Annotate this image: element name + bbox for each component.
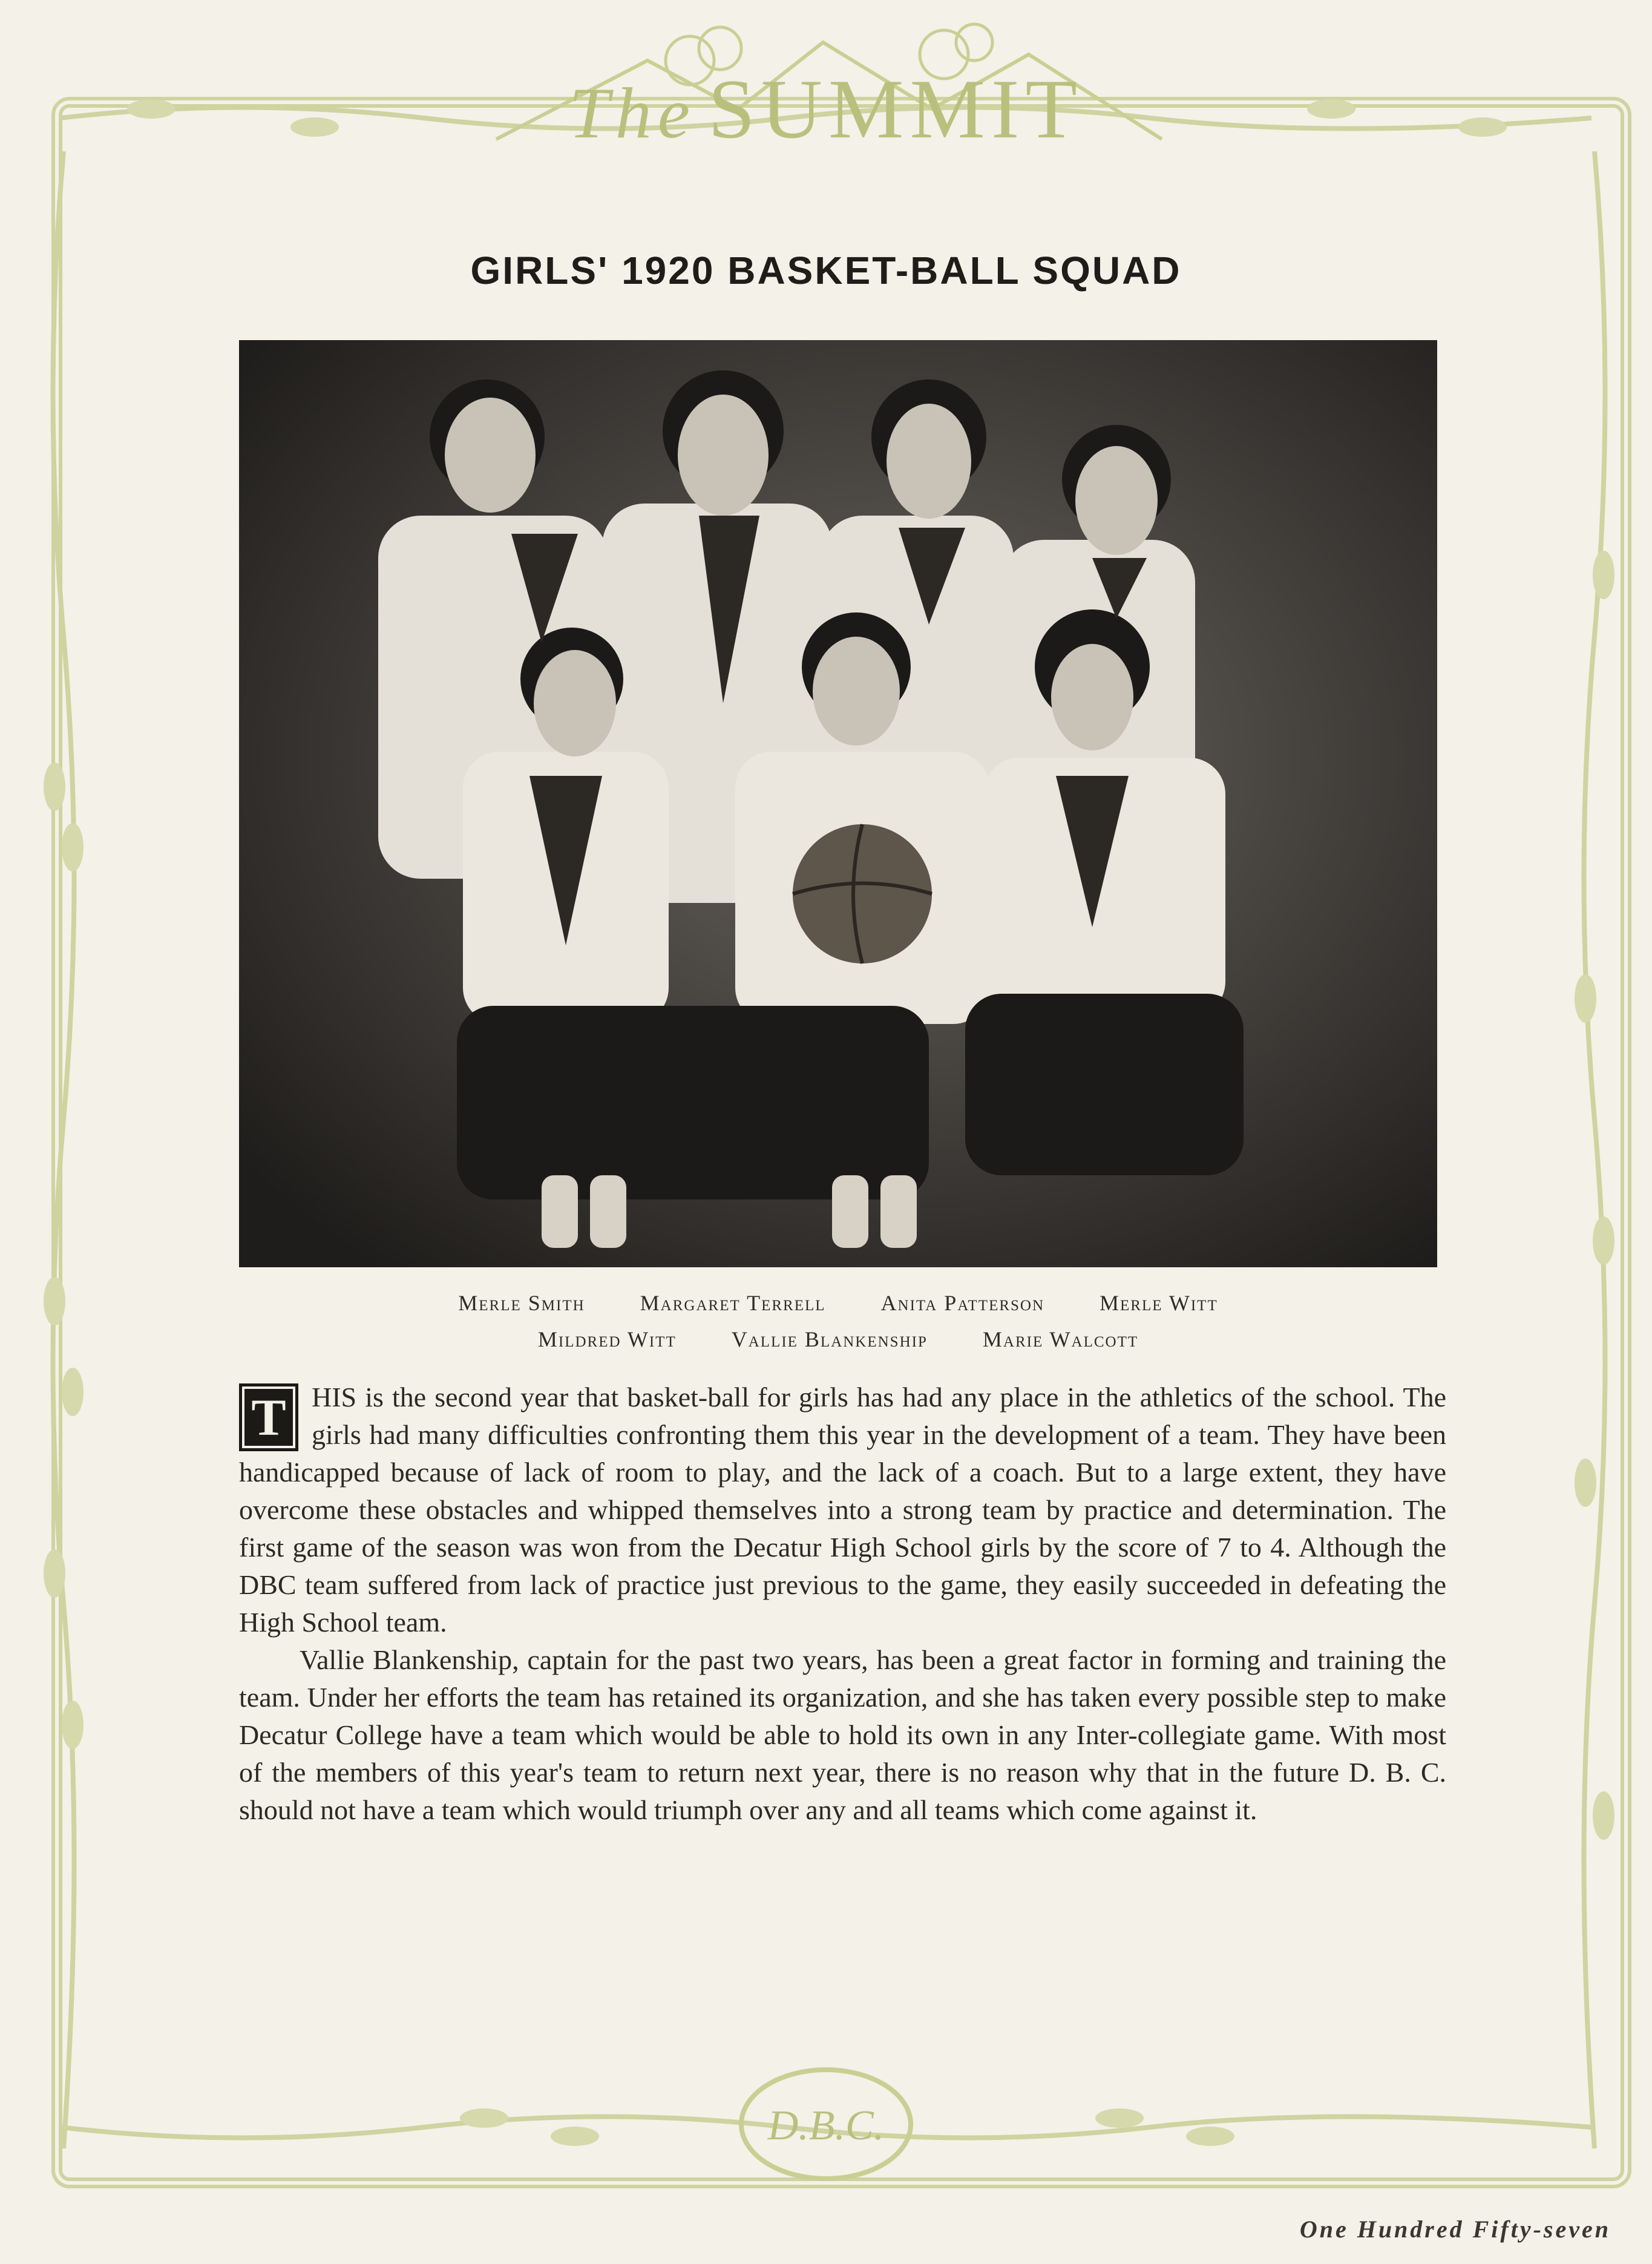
team-photograph [239,340,1437,1267]
caption-name: Anita Patterson [880,1291,1045,1315]
caption-name: Marie Walcott [982,1327,1139,1351]
page-number: One Hundred Fifty-seven [1299,2216,1611,2243]
article-paragraph-1-text: HIS is the second year that basket-ball for girls has had any place in the athletics of the school. The girls had many difficulties confronting them this year in the development of a team. They have been handicapped because of lack of room to play, and the lack of a coach. But to a large extent, they have overcome these obstacles and whipped themselves into a strong team by practice and determination. The first game of the season was won from the Decatur High School girls by the score of 7 to 4. Although the DBC team suffered from lack of practice just previous to the game, they easily succeeded in defeating the High School team. [239,1382,1446,1638]
caption-row-1 [239,1290,1437,1316]
dropcap [239,1383,298,1451]
article-body [239,1379,1446,1829]
caption-name: Merle Smith [458,1291,585,1315]
article-paragraph-1 [239,1379,1446,1641]
dropcap-letter: T [244,1389,293,1446]
caption-name: Mildred Witt [537,1327,677,1351]
caption-name: Margaret Terrell [640,1291,826,1315]
caption-name: Vallie Blankenship [731,1327,928,1351]
dbc-emblem [696,2058,956,2197]
masthead-summit: SUMMIT [707,62,1084,156]
article-paragraph-2: Vallie Blankenship, captain for the past two years, has been a great factor in forming and training the team. Under her efforts the team has retained its organization, and she has taken every possible step to make Decatur College have a team which would be able to hold its own in any Inter-collegiate game. With most of the members of this year's team to return next year, there is no reason why that in the future D. B. C. should not have a team which would triumph over any and all teams which come against it. [239,1644,1446,1825]
emblem-text: D.B.C. [767,2102,885,2149]
photo-icon [239,340,1437,1267]
page-heading: GIRLS' 1920 BASKET-BALL SQUAD [470,249,1182,292]
caption-name: Merle Witt [1100,1291,1218,1315]
masthead-title [0,61,1652,158]
shield-icon [696,2058,956,2197]
caption-row-2 [239,1327,1437,1352]
masthead-the: The [568,73,696,153]
